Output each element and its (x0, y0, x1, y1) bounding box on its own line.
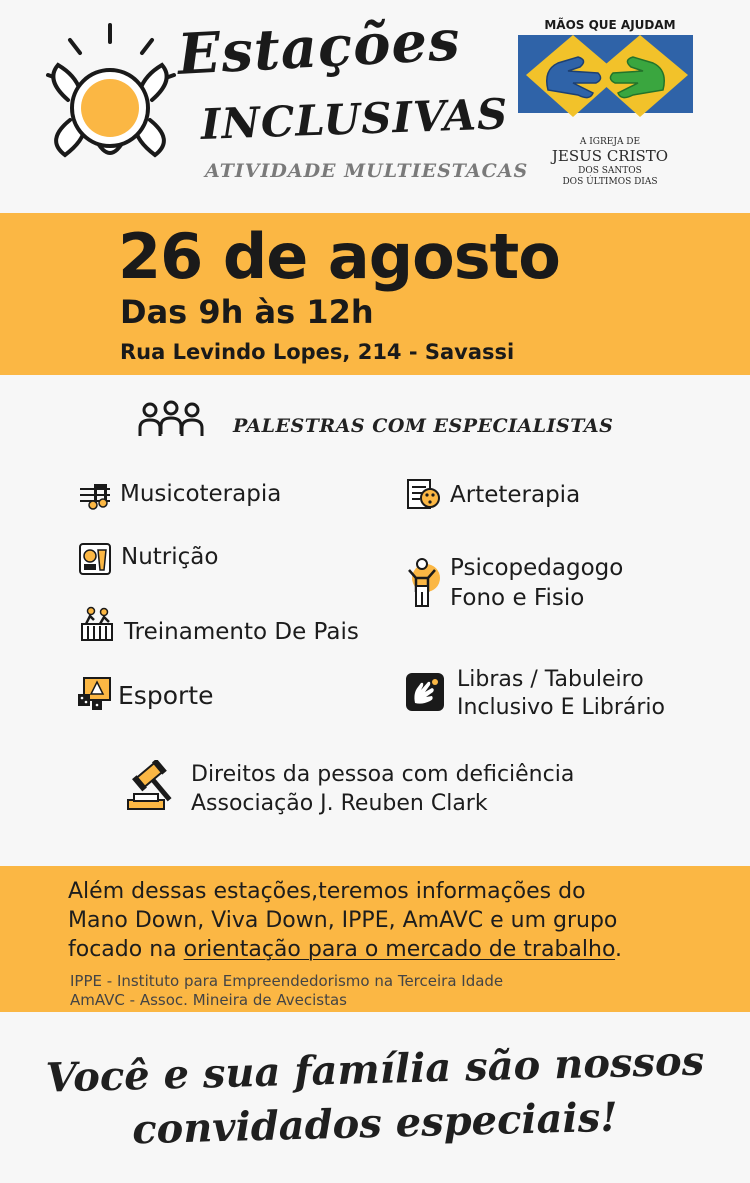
event-hours: Das 9h às 12h (120, 293, 374, 331)
family-training-icon (80, 606, 114, 642)
sign-language-icon (406, 673, 444, 711)
info-line3-prefix: focado na (68, 937, 184, 963)
closing-line2: convidados especiais! (131, 1093, 619, 1154)
station-treinamento: Treinamento De Pais (124, 619, 359, 645)
church-name-line2: JESUS CRISTO (551, 147, 669, 165)
art-palette-icon (406, 478, 440, 510)
station-psico-line1: Psicopedagogo (450, 555, 624, 581)
event-date: 26 de agosto (118, 220, 560, 293)
station-direitos-line1: Direitos da pessoa com deficiência (191, 762, 575, 787)
ippe-note: IPPE - Instituto para Empreendedorismo na Terceira Idade (70, 972, 504, 990)
event-address: Rua Levindo Lopes, 214 - Savassi (120, 340, 515, 364)
info-line3 (68, 935, 622, 964)
station-esporte: Esporte (118, 681, 214, 710)
station-nutricao: Nutrição (121, 544, 219, 570)
job-market-orientation-text: orientação para o mercado de trabalho (183, 937, 616, 963)
info-paragraph (68, 877, 622, 964)
people-group-icon (138, 400, 204, 438)
event-title-line2: INCLUSIVAS (200, 89, 510, 149)
event-subtitle: ATIVIDADE MULTIESTACAS (205, 160, 529, 182)
amavc-note: AmAVC - Assoc. Mineira de Avecistas (70, 991, 347, 1009)
info-line3-suffix: . (615, 937, 623, 963)
info-line2: Mano Down, Viva Down, IPPE, AmAVC e um grupo (68, 908, 618, 934)
church-name-line1: A IGREJA DE (579, 137, 641, 147)
station-musicoterapia: Musicoterapia (120, 481, 282, 507)
station-arteterapia: Arteterapia (450, 482, 581, 508)
music-notes-icon (80, 484, 110, 510)
station-libras-line2: Inclusivo E Librário (457, 695, 666, 720)
station-direitos-line2: Associação J. Reuben Clark (191, 791, 488, 816)
logo-tagline: MÃOS QUE AJUDAM (544, 18, 676, 32)
info-line1: Além dessas estações,teremos informações do (68, 879, 586, 904)
board-game-icon (76, 676, 112, 712)
talks-label: PALESTRAS COM ESPECIALISTAS (233, 415, 614, 437)
sun-icon (40, 20, 185, 170)
station-psico-line2: Fono e Fisio (450, 585, 585, 611)
event-title-line1: Estações (176, 7, 463, 88)
church-name-line3: DOS SANTOS (578, 166, 642, 176)
nutrition-icon (78, 542, 112, 576)
gavel-icon (122, 760, 178, 812)
helping-hands-logo (515, 15, 705, 195)
church-name-line4: DOS ÚLTIMOS DIAS (562, 177, 658, 187)
station-libras-line1: Libras / Tabuleiro (457, 667, 644, 692)
closing-line1: Você e sua família são nossos (45, 1037, 705, 1102)
hands-icon (518, 35, 693, 135)
child-person-icon (406, 556, 442, 608)
